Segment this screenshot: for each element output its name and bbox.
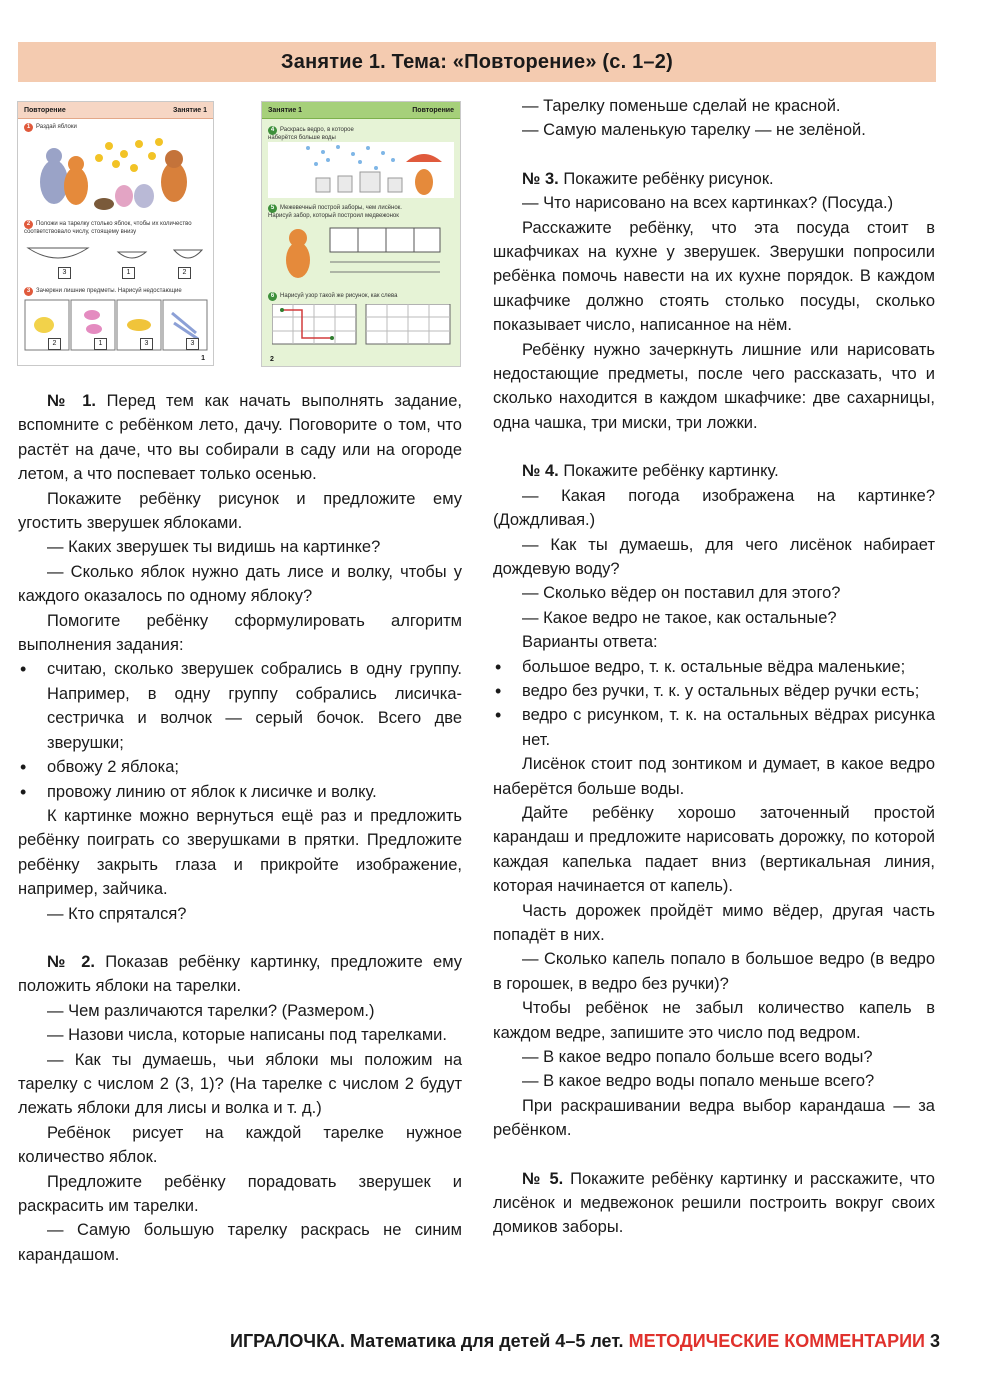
rain-buckets-illustration — [268, 142, 454, 198]
task-5-label: № 5. — [522, 1169, 564, 1188]
list-item: • обвожу 2 яблока; — [18, 755, 462, 779]
question: — Сколько вёдер он поставил для этого? — [522, 584, 841, 603]
thumb2-task5: 5 Межевечный построй заборы, чем лисёнок. Нарисуй забор, который построил медвежонок — [268, 205, 402, 219]
thumb1-task3-text: Зачеркни лишние предметы. Нарисуй недостающие — [36, 288, 182, 294]
question: — Как ты думаешь, чьи яблоки мы положим на тарелку с числом 2 (3, 1)? (На тарелке с числом 2 будут лежать яблоки для лисы и волка и т. д.) — [18, 1050, 462, 1118]
cabinet-number-3: 3 — [140, 338, 153, 350]
section-title: МЕТОДИЧЕСКИЕ КОММЕНТАРИИ — [628, 1331, 925, 1351]
plate-number-large: 3 — [58, 267, 71, 279]
thumb2-head-left: Занятие 1 — [268, 106, 303, 114]
thumb1-header — [18, 102, 213, 119]
page-footer — [150, 1331, 940, 1352]
thumb2-head-right: Повторение — [412, 106, 454, 114]
thumb1-head-left: Повторение — [24, 106, 66, 114]
thumb2-task6-text: Нарисуй узор такой же рисунок, как слева — [280, 293, 398, 299]
task-2-label: № 2. — [47, 952, 96, 971]
thumb1-task2-text: Положи на тарелку столько яблок, чтобы их количество соответствовало числу, стоящему внизу — [24, 221, 192, 235]
task-4-label: № 4. — [522, 462, 559, 481]
question: — Что нарисовано на всех картинках? (Посуда.) — [522, 194, 894, 213]
list-item: • ведро с рисунком, т. к. на остальных вёдрах рисунка нет. — [493, 703, 935, 752]
question: — В какое ведро воды попало меньше всего? — [522, 1072, 875, 1091]
algorithm-list — [18, 657, 462, 803]
thumb2-task4-text: Раскрась ведро, в которое наберётся больше воды — [268, 127, 354, 141]
right-text-column — [493, 94, 935, 1240]
paragraph: Помогите ребёнку сформулировать алгоритм выполнения задания: — [18, 611, 462, 655]
task-1-label: № 1. — [47, 392, 96, 410]
question: — Как ты думаешь, для чего лисёнок набирает дождевую воду? — [493, 535, 935, 578]
fence-illustration — [268, 222, 454, 284]
list-item: • ведро без ручки, т. к. у остальных вёдер ручки есть; — [493, 679, 935, 703]
thumb2-task6: 6 Нарисуй узор такой же рисунок, как слева — [268, 292, 428, 301]
list-item: • большое ведро, т. к. остальные вёдра маленькие; — [493, 655, 935, 679]
plates-illustration — [26, 244, 206, 266]
question: — Самую маленькую тарелку — не зелёной. — [522, 121, 866, 140]
thumb1-task2: 2 Положи на тарелку столько яблок, чтобы их количество соответствовало числу, стоящему внизу — [24, 221, 192, 235]
paragraph: Предложите ребёнку порадовать зверушек и раскрасить им тарелки. — [18, 1172, 462, 1215]
list-item: • провожу линию от яблок к лисичке и волку. — [18, 780, 462, 804]
thumb2-header — [262, 102, 460, 119]
paragraph: Ребёнок рисует на каждой тарелке нужное количество яблок. — [18, 1123, 462, 1167]
question: — Назови числа, которые написаны под тарелками. — [47, 1026, 447, 1045]
plate-number-small: 1 — [122, 267, 135, 279]
task-5-paragraph — [493, 1167, 935, 1240]
task-2-paragraph — [18, 950, 462, 999]
thumb2-task5-text: Межевечный построй заборы, чем лисёнок. Нарисуй забор, который построил медвежонок — [268, 205, 402, 219]
thumb1-task1: 1 Раздай яблоки — [24, 123, 114, 132]
paragraph: Покажите ребёнку рисунок и предложите ему угостить зверушек яблоками. — [18, 489, 462, 533]
thumb2-task4: 4 Раскрась ведро, в которое наберётся больше воды — [268, 127, 354, 141]
task-3-label: № 3. — [522, 169, 559, 188]
paragraph: Часть дорожек пройдёт мимо вёдер, другая часть попадёт в них. — [493, 901, 935, 944]
cabinet-number-2: 1 — [94, 338, 107, 350]
pattern-grid-illustration — [272, 304, 452, 346]
question: — Сколько яблок нужно дать лисе и волку, чтобы у каждого оказалось по одному яблоку? — [18, 562, 462, 606]
task-1-text: Перед тем как начать выполнять задание, вспомните с ребёнком лето, дачу. Поговорите о том, что растёт на даче, что вы собирали в саду или на огороде летом, а что поспевает только осенью. — [18, 392, 462, 484]
thumb1-task1-text: Раздай яблоки — [36, 124, 77, 130]
thumb1-page-number: 1 — [201, 355, 205, 362]
list-item: • считаю, сколько зверушек собрались в одну группу. Например, в одну группу собрались лисичка-сестричка и волчок — серый бочок. Всего две зверушки; — [18, 657, 462, 755]
question: — Самую большую тарелку раскрась не синим карандашом. — [18, 1221, 462, 1264]
task-5-text: Покажите ребёнку картинку и расскажите, что лисёнок и медвежонок решили построить вокруг своих домиков заборы. — [493, 1169, 935, 1237]
task-3-paragraph — [493, 167, 935, 191]
task-4-text: Покажите ребёнку картинку. — [558, 462, 779, 481]
paragraph: Варианты ответа: — [522, 633, 658, 652]
question: — Чем различаются тарелки? (Размером.) — [47, 1001, 375, 1020]
task-2-text: Показав ребёнку картинку, предложите ему положить яблоки на тарелки. — [18, 952, 462, 996]
paragraph: К картинке можно вернуться ещё раз и предложить ребёнку поиграть со зверушками в прятки. Предложите ребёнку закрыть глаза и прикройте изображение, например, зайчика. — [18, 806, 462, 899]
question: — Каких зверушек ты видишь на картинке? — [47, 538, 381, 557]
cabinet-number-1: 2 — [48, 338, 61, 350]
question: — Какое ведро не такое, как остальные? — [522, 608, 837, 627]
cabinet-number-4: 3 — [186, 338, 199, 350]
question: — Кто спрятался? — [47, 904, 187, 923]
question: — Тарелку поменьше сделай не красной. — [522, 97, 841, 115]
task-1-paragraph — [18, 389, 462, 487]
page-number: 3 — [929, 1331, 940, 1351]
question: — В какое ведро попало больше всего воды? — [522, 1048, 873, 1067]
question: — Сколько капель попало в большое ведро (в ведро в горошек, в ведро без ручки)? — [493, 950, 935, 993]
apples-and-animals-illustration — [24, 134, 207, 214]
plate-number-medium: 2 — [178, 267, 191, 279]
workbook-page-2-thumbnail — [261, 101, 461, 367]
left-text-column — [18, 389, 462, 1267]
task-4-paragraph — [493, 459, 935, 483]
thumb1-head-right: Занятие 1 — [172, 106, 207, 114]
book-title: ИГРАЛОЧКА. Математика для детей 4–5 лет. — [230, 1331, 624, 1351]
answers-list — [493, 655, 935, 753]
paragraph: При раскрашивании ведра выбор карандаша — за ребёнком. — [493, 1096, 935, 1140]
workbook-page-1-thumbnail — [17, 101, 214, 366]
paragraph: Дайте ребёнку хорошо заточенный простой карандаш и предложите нарисовать дорожку, по которой каждая капелька падает вниз (вертикальная линия, которая начинается от капель). — [493, 803, 935, 896]
paragraph: Ребёнку нужно зачеркнуть лишние или нарисовать недостающие предметы, после чего рассказать, что и сколько находится в каждом шкафчике: две сахарницы, одна чашка, три миски, три ложки. — [493, 340, 935, 432]
task-3-text: Покажите ребёнку рисунок. — [558, 169, 774, 188]
lesson-title: Занятие 1. Тема: «Повторение» (с. 1–2) — [281, 50, 673, 73]
paragraph: Лисёнок стоит под зонтиком и думает, в какое ведро наберётся больше воды. — [493, 755, 935, 798]
question: — Какая погода изображена на картинке? (Дождливая.) — [493, 486, 935, 530]
paragraph: Чтобы ребёнок не забыл количество капель в каждом ведре, запишите это число под ведром. — [493, 999, 935, 1042]
paragraph: Расскажите ребёнку, что эта посуда стоит в шкафчиках на кухне у зверушек. Зверушки попросили ребёнка помочь навести на их кухне порядок. В каждом шкафчике должно стоять столько посуды, сколько показывает число, написанное на нём. — [493, 218, 935, 335]
lesson-title-bar — [18, 42, 936, 82]
thumb2-page-number: 2 — [270, 356, 274, 363]
thumb1-task3: 3 Зачеркни лишние предметы. Нарисуй недостающие — [24, 287, 199, 296]
